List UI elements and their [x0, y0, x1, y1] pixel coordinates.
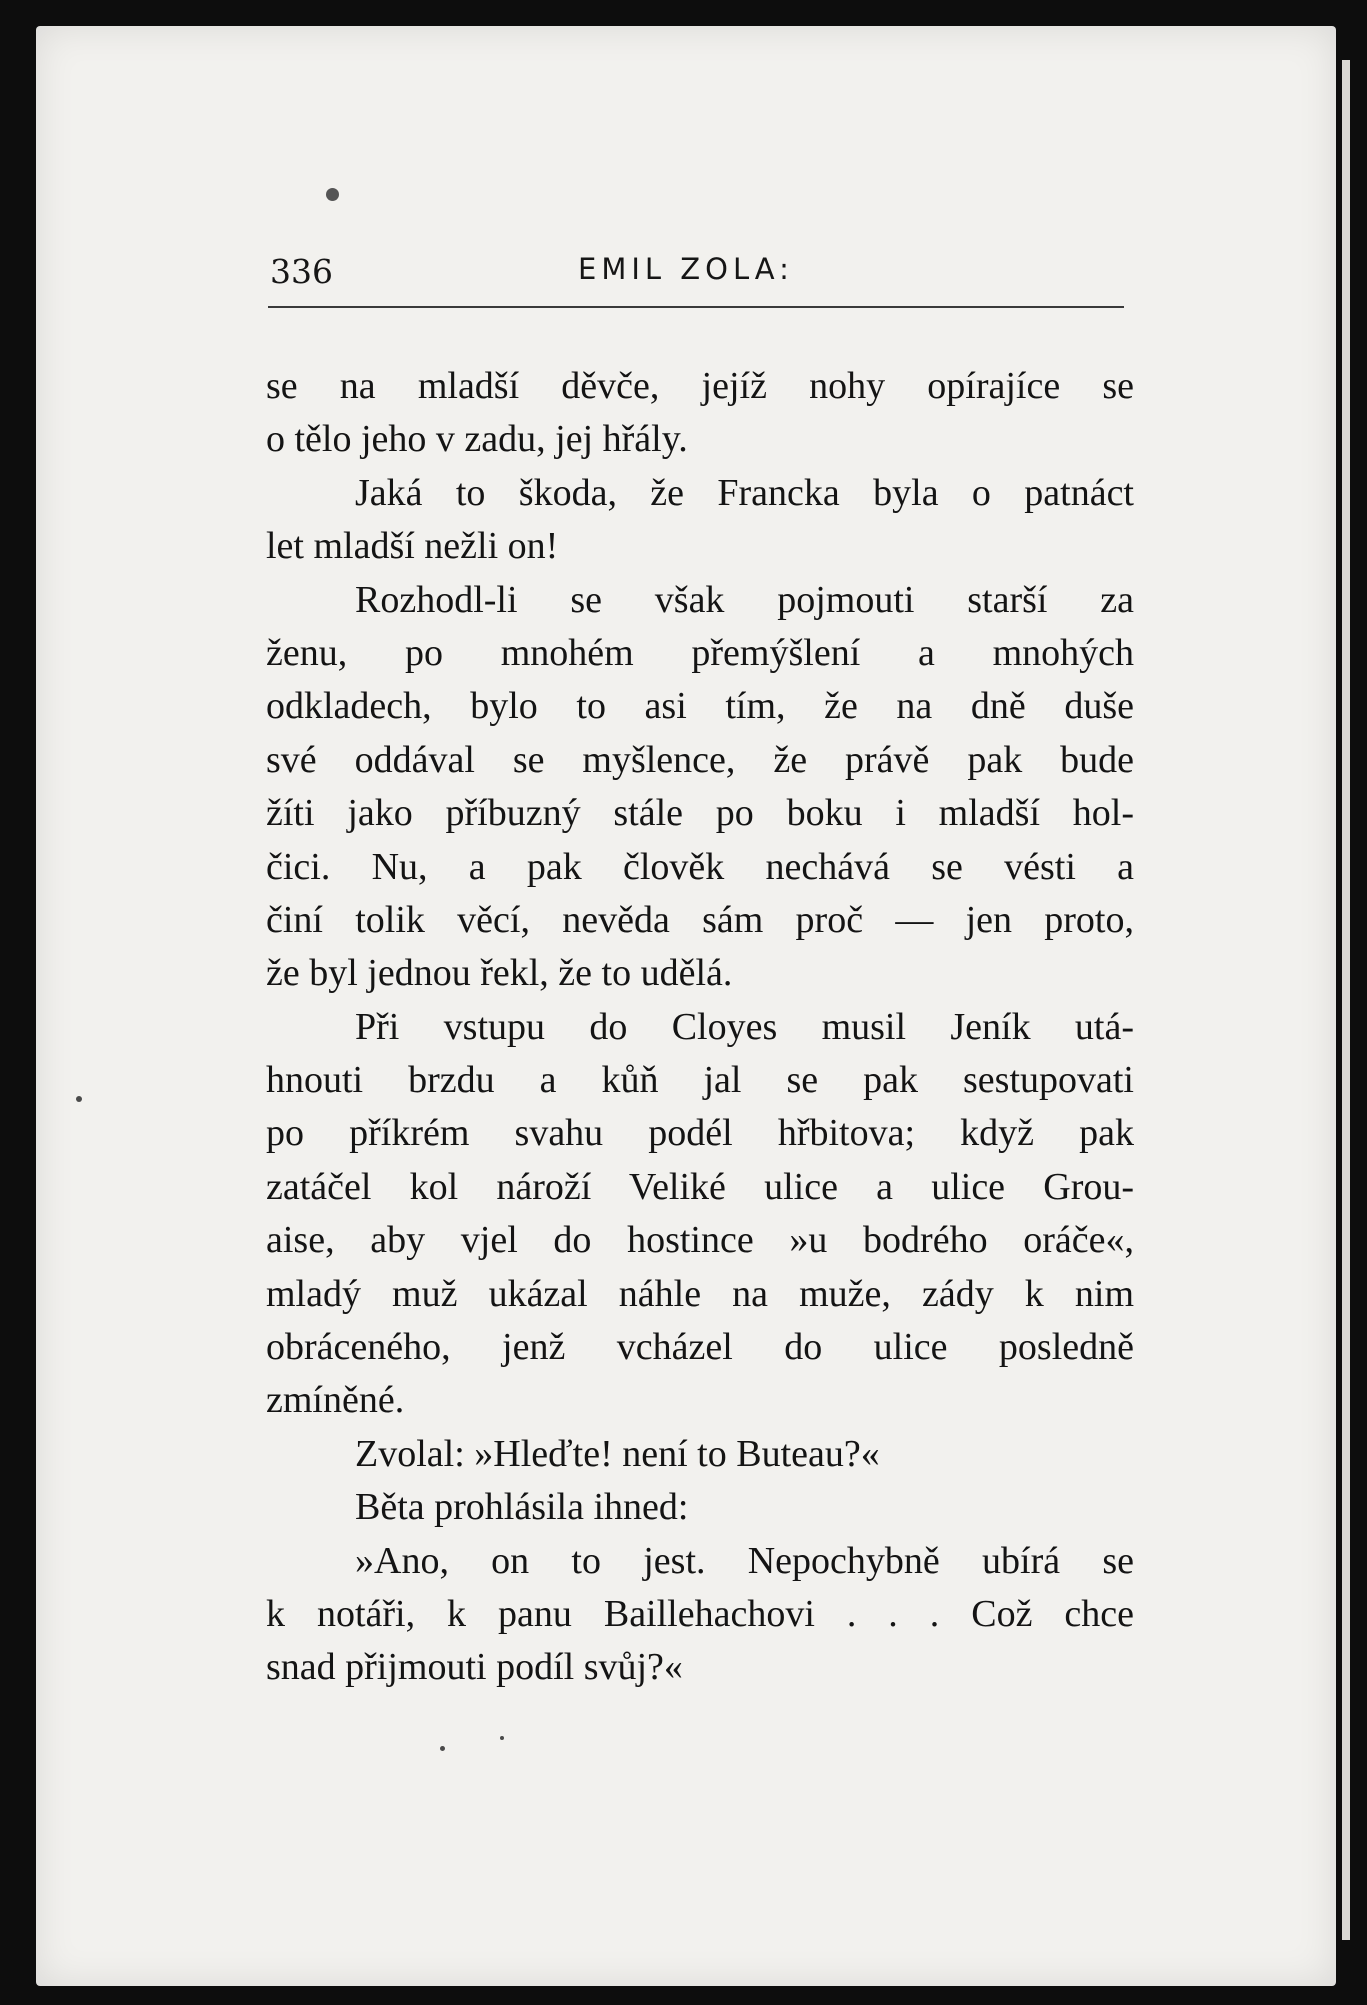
- text-line: zmíněné.: [266, 1379, 405, 1422]
- text-line: žíti jako příbuzný stále po boku i mladší hol-: [266, 792, 1134, 835]
- page-header: [268, 252, 1123, 308]
- text-line: »Ano, on to jest. Nepochybně ubírá se: [355, 1539, 1134, 1582]
- text-line: hnouti brzdu a kůň jal se pak sestupovati: [266, 1059, 1134, 1102]
- text-line: že byl jednou řekl, že to udělá.: [266, 952, 733, 995]
- body-text: [266, 360, 1134, 1695]
- header-rule: [268, 306, 1124, 308]
- text-line: ženu, po mnohém přemýšlení a mnohých: [266, 631, 1134, 674]
- text-line: Zvolal: »Hleďte! není to Buteau?«: [355, 1432, 880, 1475]
- text-line: o tělo jeho v zadu, jej hřály.: [266, 418, 688, 461]
- text-line: čici. Nu, a pak člověk nechává se vésti a: [266, 845, 1134, 888]
- ink-speck: [326, 188, 339, 201]
- text-line: činí tolik věcí, nevěda sám proč — jen proto,: [266, 898, 1134, 941]
- text-line: zatáčel kol nároží Veliké ulice a ulice Grou-: [266, 1165, 1134, 1208]
- text-line: obráceného, jenž vcházel do ulice posledně: [266, 1326, 1134, 1369]
- text-line: k notáři, k panu Baillehachovi . . . Což chce: [266, 1592, 1134, 1635]
- text-line: se na mladší děvče, jejíž nohy opírajíce se: [266, 365, 1134, 407]
- running-head: EMIL ZOLA:: [578, 252, 794, 286]
- text-line: let mladší nežli on!: [266, 525, 559, 568]
- text-line: mladý muž ukázal náhle na muže, zády k nim: [266, 1272, 1134, 1315]
- page-number: 336: [270, 252, 333, 291]
- text-line: snad přijmouti podíl svůj?«: [266, 1646, 683, 1689]
- text-line: Při vstupu do Cloyes musil Jeník utá-: [355, 1005, 1134, 1048]
- text-line: své oddával se myšlence, že právě pak bude: [266, 738, 1134, 781]
- ink-speck: [440, 1746, 445, 1751]
- text-line: Jaká to škoda, že Francka byla o patnáct: [355, 471, 1134, 514]
- text-line: aise, aby vjel do hostince »u bodrého oráče«,: [266, 1219, 1134, 1262]
- text-line: Rozhodl-li se však pojmouti starší za: [355, 578, 1134, 621]
- paper-edge: [1342, 60, 1350, 1940]
- text-line: po příkrém svahu podél hřbitova; když pak: [266, 1112, 1134, 1155]
- ink-speck: [500, 1736, 504, 1740]
- text-line: odkladech, bylo to asi tím, že na dně duše: [266, 685, 1134, 728]
- text-line: Běta prohlásila ihned:: [355, 1486, 689, 1529]
- ink-speck: [76, 1096, 82, 1102]
